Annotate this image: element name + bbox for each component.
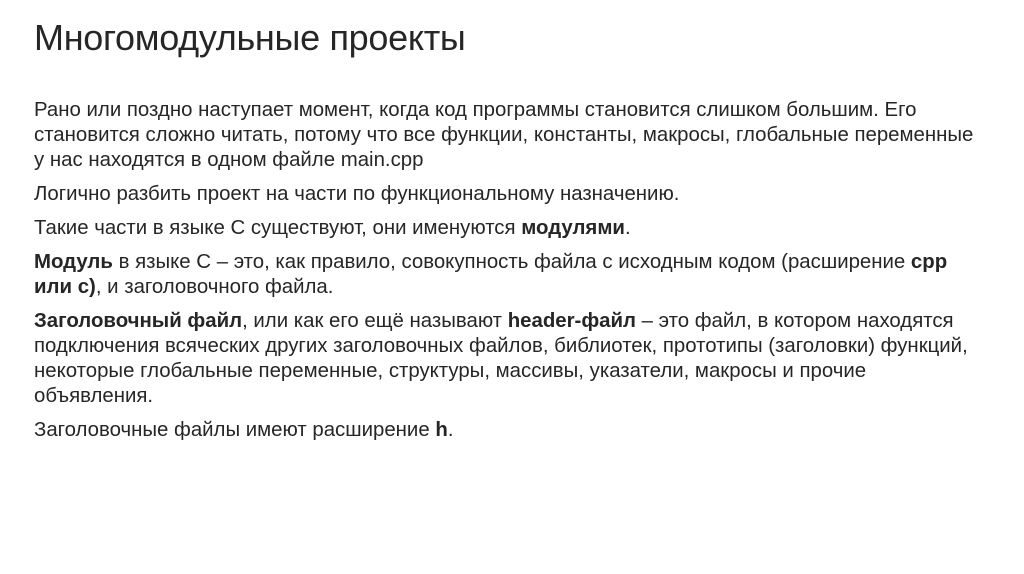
term-cpp-or-c: cpp или c) [34, 251, 948, 298]
paragraph-extension-before: Заголовочные файлы имеют расширение [34, 419, 436, 441]
paragraph-modules [34, 216, 974, 241]
paragraph-module-mid: в языке С – это, как правило, совокупность файла с исходным кодом (расширение [112, 251, 911, 273]
paragraph-header-mid: , или как его ещё называют [242, 310, 508, 332]
paragraph-extension-after: . [447, 419, 454, 441]
paragraph-extension [34, 418, 974, 443]
term-module: Модуль [34, 251, 113, 273]
paragraph-header-after: – это файл, в котором находятся подключения всяческих других заголовочных файлов, библиотек, прототипы (заголовки) функций, некоторые глобальные переменные, структуры, массивы, указатели, макросы и прочие объявления. [34, 310, 968, 407]
slide-body [34, 98, 974, 452]
paragraph-intro [34, 98, 974, 173]
term-h-extension: h [435, 419, 448, 441]
slide-title: Многомодульные проекты [34, 17, 466, 58]
term-header-file-en: header-файл [507, 310, 637, 332]
paragraph-modules-after: . [624, 217, 631, 239]
paragraph-module-definition [34, 250, 974, 300]
term-header-file: Заголовочный файл [34, 310, 243, 332]
paragraph-header-file [34, 309, 974, 409]
paragraph-module-after: , и заголовочного файла. [95, 276, 334, 298]
paragraph-intro-text: Рано или поздно наступает момент, когда код программы становится слишком большим. Его становится сложно читать, потому что все функции, константы, макросы, глобальные переменные у нас находятся в одном файле main.cpp [34, 99, 974, 171]
paragraph-split-text: Логично разбить проект на части по функциональному назначению. [34, 183, 680, 205]
paragraph-modules-before: Такие части в языке С существуют, они именуются [34, 217, 522, 239]
paragraph-split [34, 182, 974, 207]
term-modules: модулями [521, 217, 625, 239]
